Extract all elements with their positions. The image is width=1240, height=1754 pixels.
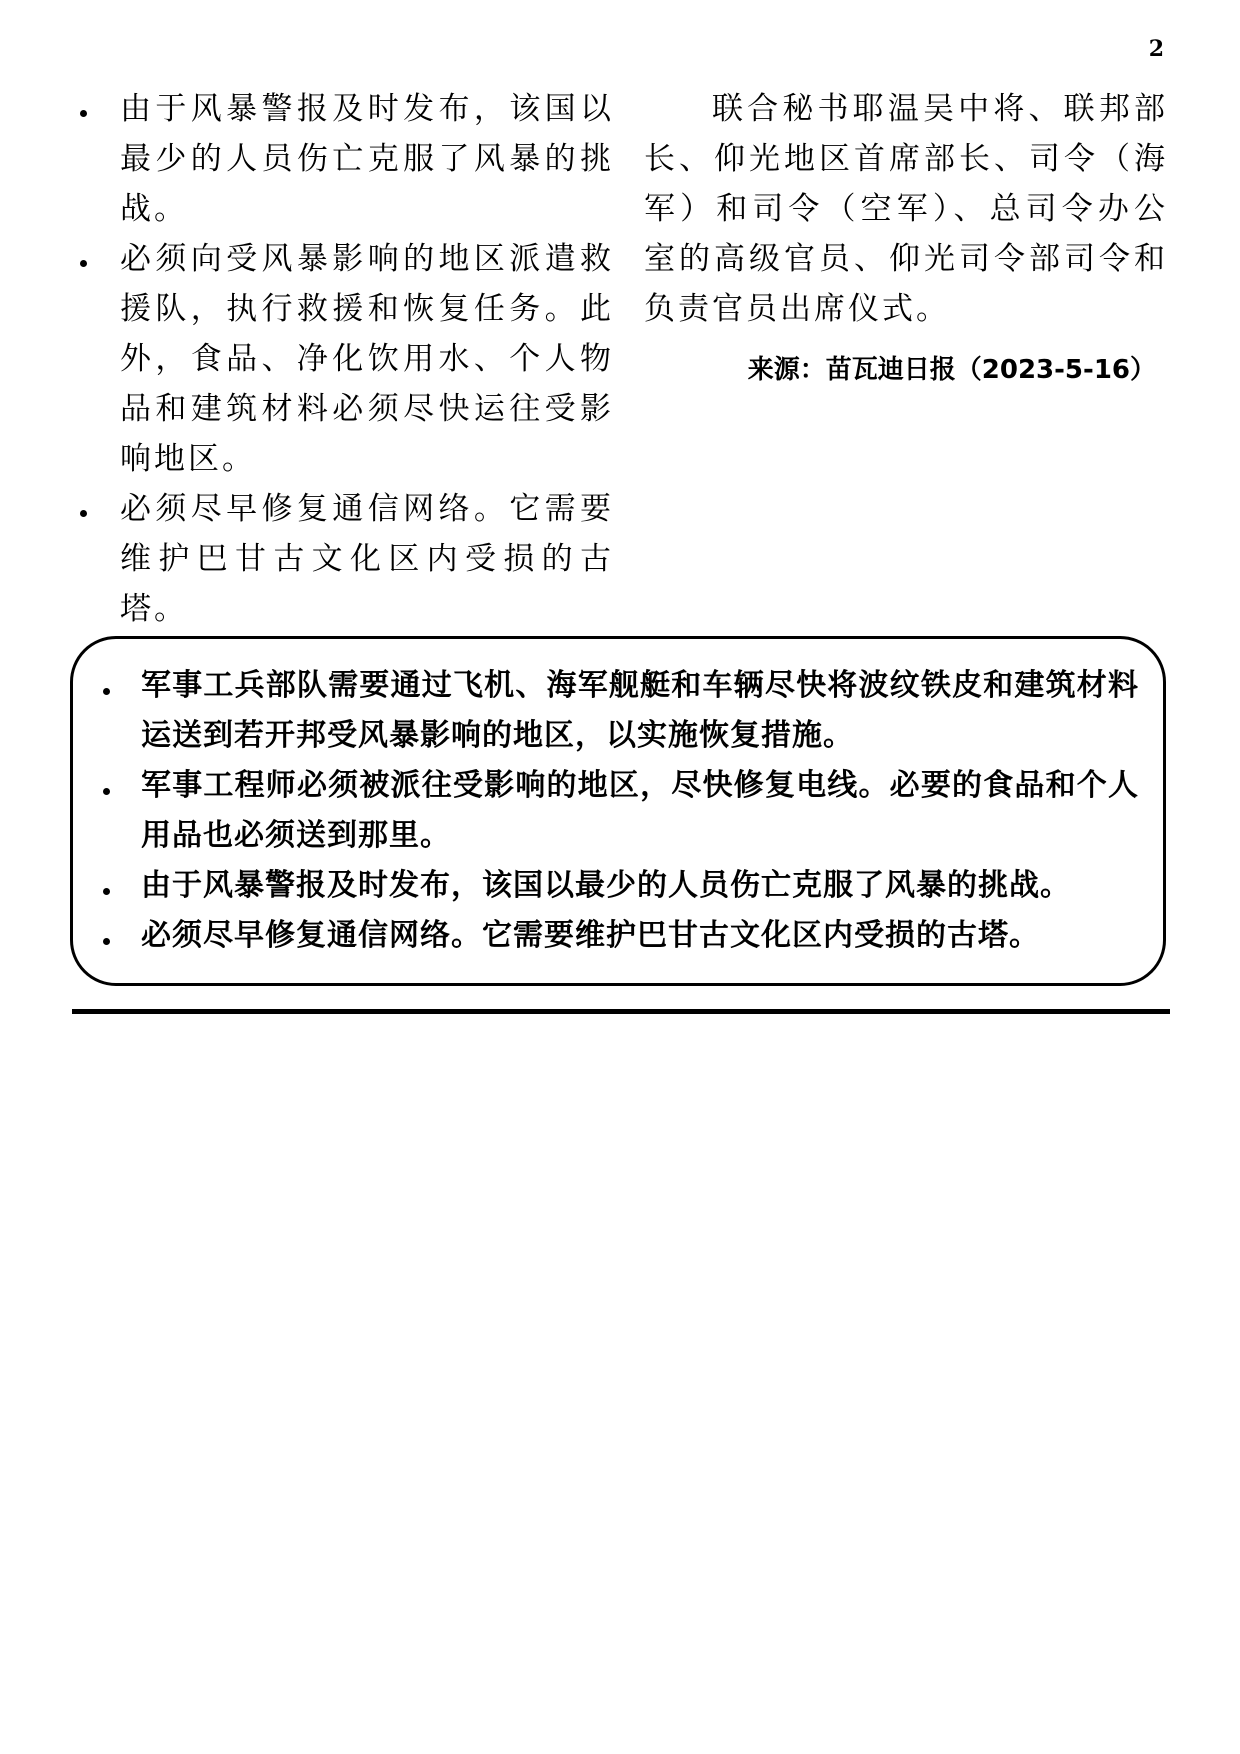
- attendance-paragraph: 联合秘书耶温吴中将、联邦部长、仰光地区首席部长、司令（海军）和司令（空军）、总司令办公室的高级官员、仰光司令部司令和负责官员出席仪式。: [644, 91, 1168, 327]
- right-column: [644, 84, 1168, 390]
- list-item: 军事工程师必须被派往受影响的地区，尽快修复电线。必要的食品和个人用品也必须送到那里。: [99, 761, 1139, 861]
- list-item: 军事工兵部队需要通过飞机、海军舰艇和车辆尽快将波纹铁皮和建筑材料运送到若开邦受风暴影响的地区，以实施恢复措施。: [99, 661, 1139, 761]
- source-citation: 来源：苗瓦迪日报（2023-5-16）: [747, 355, 1156, 385]
- list-item: 必须尽早修复通信网络。它需要维护巴甘古文化区内受损的古塔。: [99, 911, 1139, 961]
- summary-box: [70, 636, 1166, 986]
- list-item: 必须尽早修复通信网络。它需要维护巴甘古文化区内受损的古塔。: [74, 484, 614, 634]
- left-column: [74, 84, 614, 634]
- left-bullet-list: [74, 84, 614, 634]
- list-item: 必须向受风暴影响的地区派遣救援队，执行救援和恢复任务。此外，食品、净化饮用水、个人物品和建筑材料必须尽快运往受影响地区。: [74, 234, 614, 484]
- list-item: 由于风暴警报及时发布，该国以最少的人员伤亡克服了风暴的挑战。: [99, 861, 1139, 911]
- summary-bullet-list: [99, 661, 1139, 961]
- list-item: 由于风暴警报及时发布，该国以最少的人员伤亡克服了风暴的挑战。: [74, 84, 614, 234]
- divider-rule: [72, 1009, 1170, 1014]
- page-number: 2: [1148, 36, 1164, 62]
